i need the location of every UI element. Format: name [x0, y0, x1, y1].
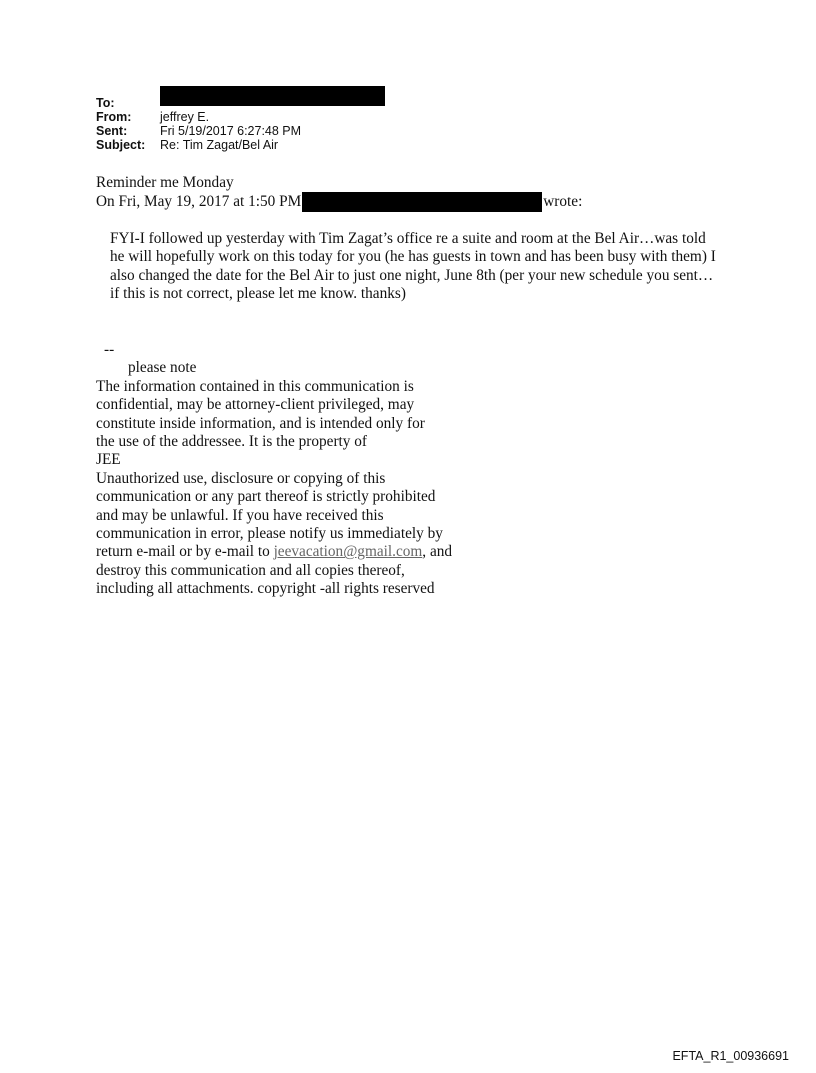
sent-label: Sent: — [96, 124, 128, 138]
from-row — [96, 110, 385, 124]
disclaimer-text: , and — [422, 543, 453, 561]
disclaimer-line: JEE — [96, 451, 121, 469]
signature-dash: -- — [104, 341, 115, 358]
sender-redaction — [302, 192, 542, 212]
sent-value: Fri 5/19/2017 6:27:48 PM — [160, 124, 302, 138]
disclaimer-line: Unauthorized use, disclosure or copying of this — [96, 469, 386, 487]
disclaimer-line-email — [96, 543, 476, 561]
quoted-message: FYI-I followed up yesterday with Tim Zagat’s office re a suite and room at the Bel Air…was told he will hopefully work on this today for you (he has guests in town and has been busy with them) I also changed the date for the Bel Air to just one night, June 8th (per your new schedule you sent…if this is not correct, please let me know. thanks) — [110, 230, 716, 303]
from-value: jeffrey E. — [160, 110, 210, 124]
disclaimer-text: return e-mail or by e-mail to — [96, 543, 274, 561]
disclaimer-line: The information contained in this communication is — [96, 377, 414, 395]
signature-disclaimer — [96, 341, 476, 599]
subject-value: Re: Tim Zagat/Bel Air — [160, 138, 279, 152]
disclaimer-line: confidential, may be attorney-client privileged, may — [96, 396, 415, 414]
reply-text: Reminder me Monday — [96, 174, 234, 191]
disclaimer-line: and may be unlawful. If you have received this — [96, 506, 384, 524]
signature-note: please note — [128, 359, 197, 377]
email-header — [96, 96, 385, 152]
disclaimer-line: communication in error, please notify us immediately by — [96, 525, 443, 543]
wrote-line — [96, 192, 582, 212]
sent-row — [96, 124, 385, 138]
from-label: From: — [96, 110, 132, 124]
reply-block — [96, 174, 582, 212]
disclaimer-line: including all attachments. copyright -all rights reserved — [96, 580, 435, 598]
to-row — [96, 96, 385, 110]
subject-label: Subject: — [96, 138, 146, 152]
wrote-suffix: wrote: — [543, 193, 583, 211]
disclaimer-line: the use of the addressee. It is the property of — [96, 433, 368, 451]
disclaimer-line: constitute inside information, and is intended only for — [96, 414, 425, 432]
disclaimer-line: communication or any part thereof is strictly prohibited — [96, 488, 436, 506]
disclaimer-line: destroy this communication and all copies thereof, — [96, 561, 405, 579]
to-label: To: — [96, 96, 115, 110]
wrote-prefix: On Fri, May 19, 2017 at 1:50 PM — [96, 193, 302, 211]
document-id: EFTA_R1_00936691 — [672, 1049, 789, 1063]
subject-row — [96, 138, 385, 152]
email-link[interactable]: jeevacation@gmail.com — [273, 543, 423, 561]
to-redaction — [160, 86, 385, 106]
